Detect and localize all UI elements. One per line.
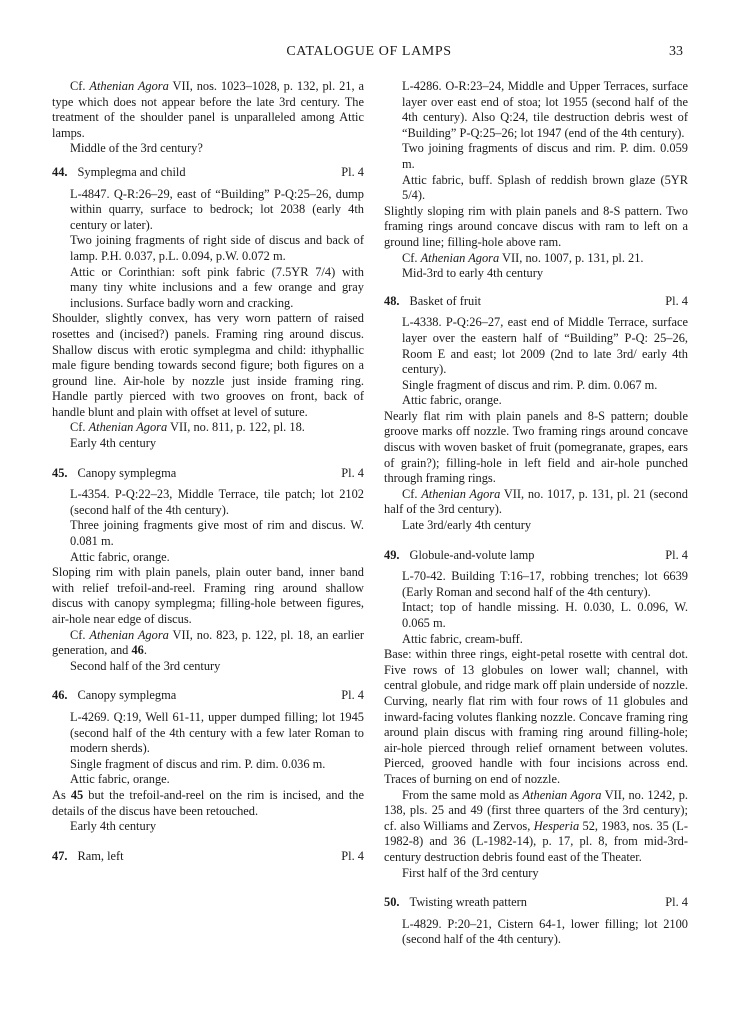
catalogue-entry-47 xyxy=(52,849,364,865)
plate-reference: Pl. 4 xyxy=(665,895,688,910)
plate-reference: Pl. 4 xyxy=(341,465,364,480)
running-title: CATALOGUE OF LAMPS xyxy=(286,44,452,59)
entry-inventory: L-4269. Q:19, Well 61-11, upper dumped filling; lot 1945 (second half of the 4th century with a few later Roman to modern sherds). xyxy=(70,709,364,756)
entry-note: From the same mold as Athenian Agora VII, no. 1242, p. 138, pls. 25 and 49 (first three quarters of the 3rd century); cf. also Williams and Zervos, Hesperia 52, 1983, nos. 35 (L-1982-8) and 36 (L-1982-14), p. 17, pl. 8, from mid-3rd-century destruction debris found east of the Theater. xyxy=(384,787,689,864)
entry-title: Ram, left xyxy=(77,848,124,863)
entry-cf: Cf. Athenian Agora VII, no. 811, p. 122, pl. 18. xyxy=(70,420,305,435)
entry-condition: Single fragment of discus and rim. P. dim. 0.067 m. xyxy=(402,377,658,392)
entry-dating: Late 3rd/early 4th century xyxy=(402,518,532,533)
entry-condition-47: Two joining fragments of discus and rim. P. dim. 0.059 m. xyxy=(402,141,688,171)
entry-fabric-47: Attic fabric, buff. Splash of reddish brown glaze (5YR 5/4). xyxy=(402,172,688,203)
entry-heading xyxy=(52,466,364,482)
catalogue-entry-44 xyxy=(52,165,364,452)
entry-description: Nearly flat rim with plain panels and 8-S pattern; double groove marks off nozzle. Two framing rings around concave discus with woven basket of fruit (pomegranate, grapes, ears of grain?); filling-hole in left field and air-hole punched through framing rings. xyxy=(384,408,688,486)
catalogue-entry-45 xyxy=(52,466,364,675)
entry-dating: Early 4th century xyxy=(70,436,157,451)
entry-number: 45. xyxy=(52,465,68,480)
entry-fabric: Attic fabric, orange. xyxy=(70,772,170,787)
entry-number: 49. xyxy=(384,547,400,562)
entry-inventory: L-4338. P-Q:26–27, east end of Middle Terrace, surface layer over the eastern half of “Building” P-Q: 25–26, Room E and east; lot 2009 (2nd to late 3rd/ early 4th century). xyxy=(402,315,688,377)
entry-description: Shoulder, slightly convex, has very worn pattern of raised rosettes and (incised?) panels. Framing ring around discus. Shallow discus with erotic symplegma and child: ithyphallic male figure bending towards second figure; both figures on a ground line. Air-hole by nozzle just inside framing ring. Handle partly pierced with two grooves on front, back of handle blunt and plain with offset at level of suture. xyxy=(52,311,364,419)
plate-reference: Pl. 4 xyxy=(341,688,364,703)
left-column xyxy=(52,79,364,870)
entry-description: As 45 but the trefoil-and-reel on the rim is incised, and the details of the discus have been retouched. xyxy=(52,787,365,818)
entry-description: Sloping rim with plain panels, plain outer band, inner band with relief trefoil-and-reel. Framing ring around shallow discus with canopy symplegma; filling-hole between figures, air-hole near edge of discus. xyxy=(52,565,364,626)
entry-condition: Two joining fragments of right side of discus and back of lamp. P.H. 0.037, p.L. 0.094, p.W. 0.072 m. xyxy=(70,233,364,263)
catalogue-entry-48 xyxy=(384,294,688,534)
entry-fabric: Attic fabric, cream-buff. xyxy=(402,631,523,646)
entry-inventory: L-4847. Q-R:26–29, east of “Building” P-Q:25–26, dump within quarry, surface to bedrock; lot 2038 (early 4th century or later). xyxy=(70,186,364,232)
catalogue-entry-49 xyxy=(384,548,688,881)
entry-cf: Cf. Athenian Agora VII, no. 823, p. 122, pl. 18, an earlier generation, and 46. xyxy=(52,627,364,658)
entry-inventory: L-4354. P-Q:22–23, Middle Terrace, tile patch; lot 2102 (second half of the 4th century). xyxy=(70,487,364,517)
entry-title: Symplegma and child xyxy=(77,164,186,179)
entry-title: Twisting wreath pattern xyxy=(409,895,527,910)
entry-title: Globule-and-volute lamp xyxy=(409,547,535,562)
entry-condition: Three joining fragments give most of rim and discus. W. 0.081 m. xyxy=(70,518,364,549)
plate-reference: Pl. 4 xyxy=(665,547,688,562)
plate-reference: Pl. 4 xyxy=(341,164,364,179)
entry-inventory: L-70-42. Building T:16–17, robbing trenches; lot 6639 (Early Roman and second half of the 4th century). xyxy=(402,569,688,599)
entry-number: 50. xyxy=(384,895,400,910)
entry-dating: First half of the 3rd century xyxy=(402,865,539,880)
entry-fabric: Attic or Corinthian: soft pink fabric (7.5YR 7/4) with many tiny white inclusions and a few orange and gray inclusions. Surface badly worn and cracking. xyxy=(70,264,364,310)
catalogue-entry-50 xyxy=(384,895,688,948)
entry-number: 47. xyxy=(52,848,68,863)
intro-dating: Middle of the 3rd century? xyxy=(70,141,203,156)
entry-heading xyxy=(384,294,688,310)
entry-title: Canopy symplegma xyxy=(77,688,177,703)
plate-reference: Pl. 4 xyxy=(665,293,688,308)
entry-heading xyxy=(52,688,364,704)
entry-condition: Single fragment of discus and rim. P. dim. 0.036 m. xyxy=(70,756,326,771)
entry-dating: Second half of the 3rd century xyxy=(70,658,221,673)
entry-inventory-47: L-4286. O-R:23–24, Middle and Upper Terraces, surface layer over east end of stoa; lot 1955 (second half of the 4th century). Also Q:24, tile destruction debris west of “Building” P-Q:25–26; lot 1947 (end of the 4th century). xyxy=(402,79,688,140)
entry-dating: Early 4th century xyxy=(70,819,157,834)
entry-inventory: L-4829. P:20–21, Cistern 64-1, lower filling; lot 2100 (second half of the 4th century). xyxy=(402,916,688,947)
plate-reference: Pl. 4 xyxy=(341,848,364,863)
right-column xyxy=(384,79,688,948)
entry-cf-47: Cf. Athenian Agora VII, no. 1007, p. 131, pl. 21. xyxy=(402,250,644,265)
entry-heading xyxy=(52,849,364,865)
entry-cf: Cf. Athenian Agora VII, no. 1017, p. 131, pl. 21 (second half of the 3rd century). xyxy=(384,486,688,517)
entry-fabric: Attic fabric, orange. xyxy=(70,549,170,564)
entry-number: 48. xyxy=(384,293,400,308)
entry-condition: Intact; top of handle missing. H. 0.030, L. 0.096, W. 0.065 m. xyxy=(402,600,688,630)
page-header xyxy=(55,44,683,60)
entry-title: Basket of fruit xyxy=(409,293,482,308)
entry-title: Canopy symplegma xyxy=(77,465,177,480)
entry-dating-47: Mid-3rd to early 4th century xyxy=(402,266,544,281)
entry-heading xyxy=(384,548,688,564)
entry-fabric: Attic fabric, orange. xyxy=(402,393,502,408)
entry-heading xyxy=(52,165,364,181)
intro-cf: Cf. Athenian Agora VII, nos. 1023–1028, p. 132, pl. 21, a type which does not appear before the late 3rd century. The treatment of the shoulder panel is unparalleled among Attic lamps. xyxy=(52,79,364,140)
entry-heading xyxy=(384,895,688,911)
catalogue-entry-46 xyxy=(52,688,364,834)
entry-description-47: Slightly sloping rim with plain panels and 8-S pattern. Two framing rings around concave discus with ram to left on a ground line; filling-hole above ram. xyxy=(384,203,688,249)
entry-number: 46. xyxy=(52,688,68,703)
entry-description: Base: within three rings, eight-petal rosette with central dot. Five rows of 13 globules on lower wall; channel, with central globule, and ridge mark off plain underside of nozzle. Curving, nearly flat rim with four rows of 11 globules and inward-facing volutes flanking nozzle. Concave framing ring around plain discus with framing ring around filling-hole; air-hole pierced through relief ornament between volutes. Pierced, grooved handle with four incisions across end. Traces of burning on end of nozzle. xyxy=(384,647,688,786)
page-number: 33 xyxy=(669,44,683,59)
entry-number: 44. xyxy=(52,164,68,179)
